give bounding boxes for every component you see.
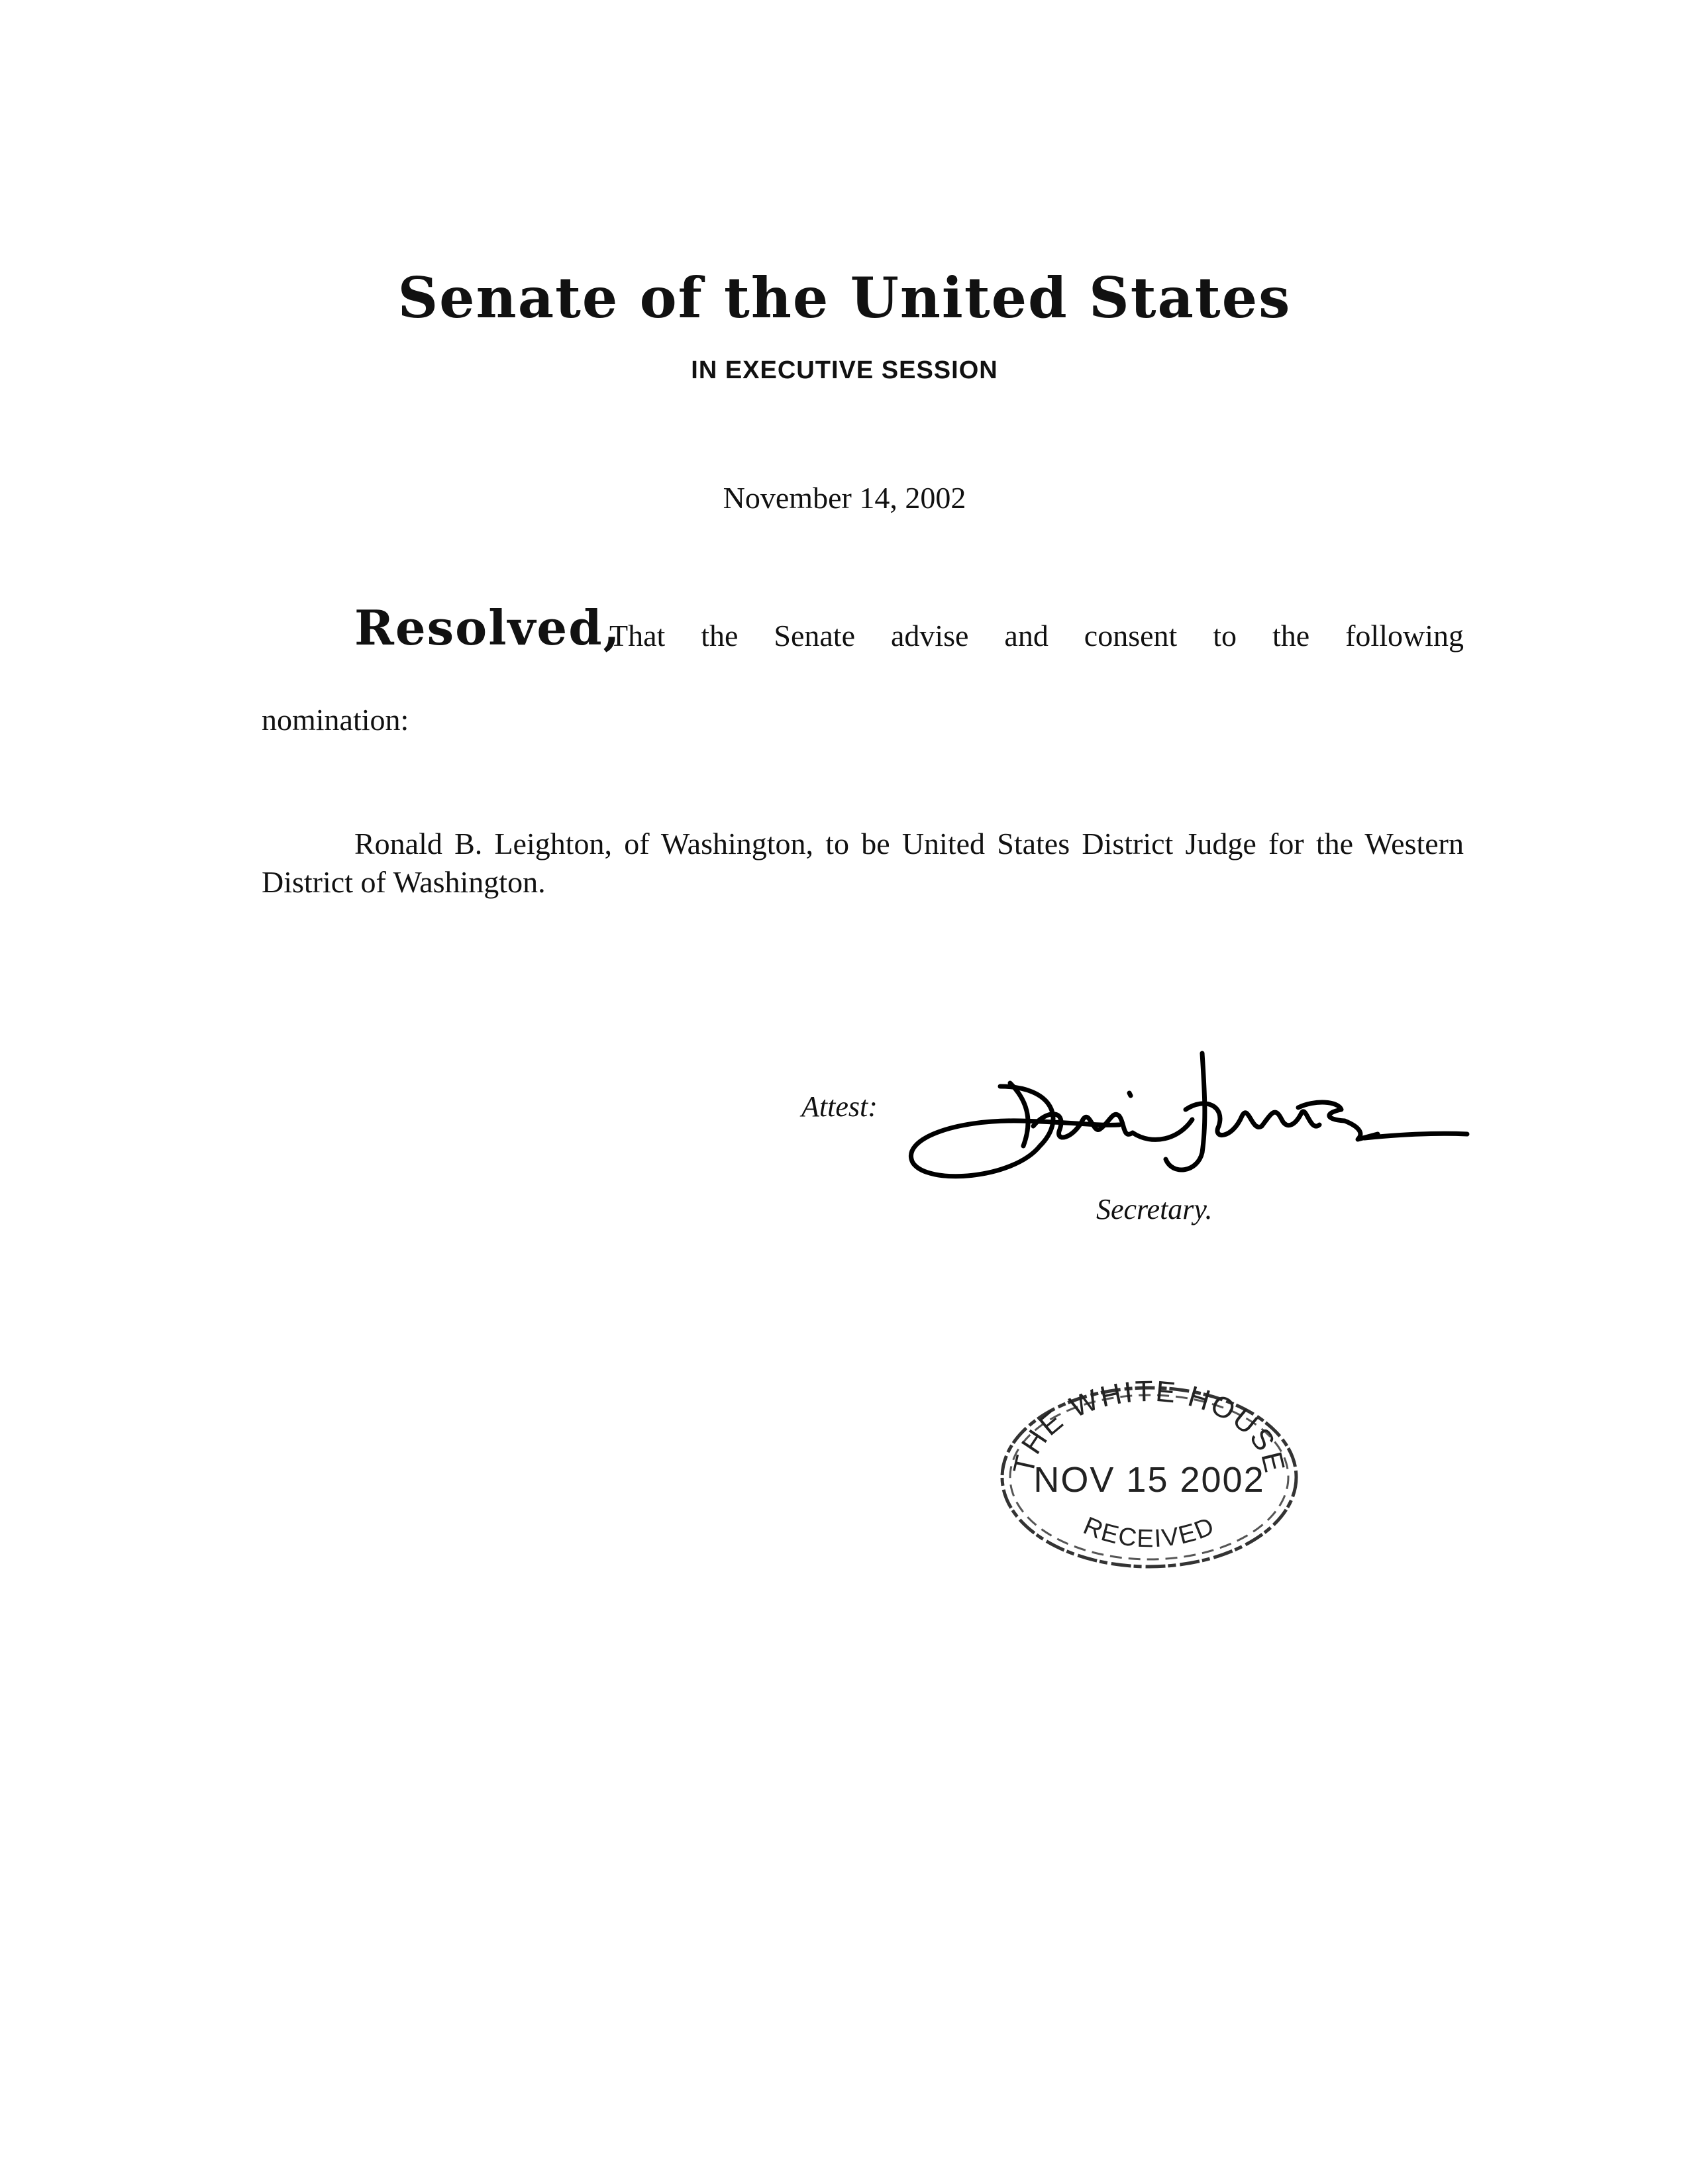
stamp-top-text: THE WHITE HOUSE: [1007, 1378, 1292, 1477]
stamp-bottom-text: RECEIVED: [1079, 1512, 1219, 1553]
session-subtitle: IN EXECUTIVE SESSION: [691, 356, 998, 384]
document-title: Senate of the United States: [397, 265, 1292, 331]
nomination-label: nomination:: [262, 703, 409, 737]
resolution-line: [354, 599, 1464, 659]
attest-label: Attest:: [801, 1090, 878, 1123]
secretary-signature: [901, 1047, 1470, 1206]
secretary-label: Secretary.: [1096, 1193, 1213, 1225]
resolution-date: November 14, 2002: [723, 481, 966, 515]
resolution-text: That the Senate advise and consent to the following: [609, 619, 1464, 652]
white-house-received-stamp: [987, 1378, 1305, 1577]
resolved-word: Resolved,: [354, 599, 621, 656]
stamp-date: NOV 15 2002: [1033, 1460, 1265, 1500]
nominee-paragraph: Ronald B. Leighton, of Washington, to be United States District Judge for the Western District of Washington.: [262, 827, 1464, 899]
